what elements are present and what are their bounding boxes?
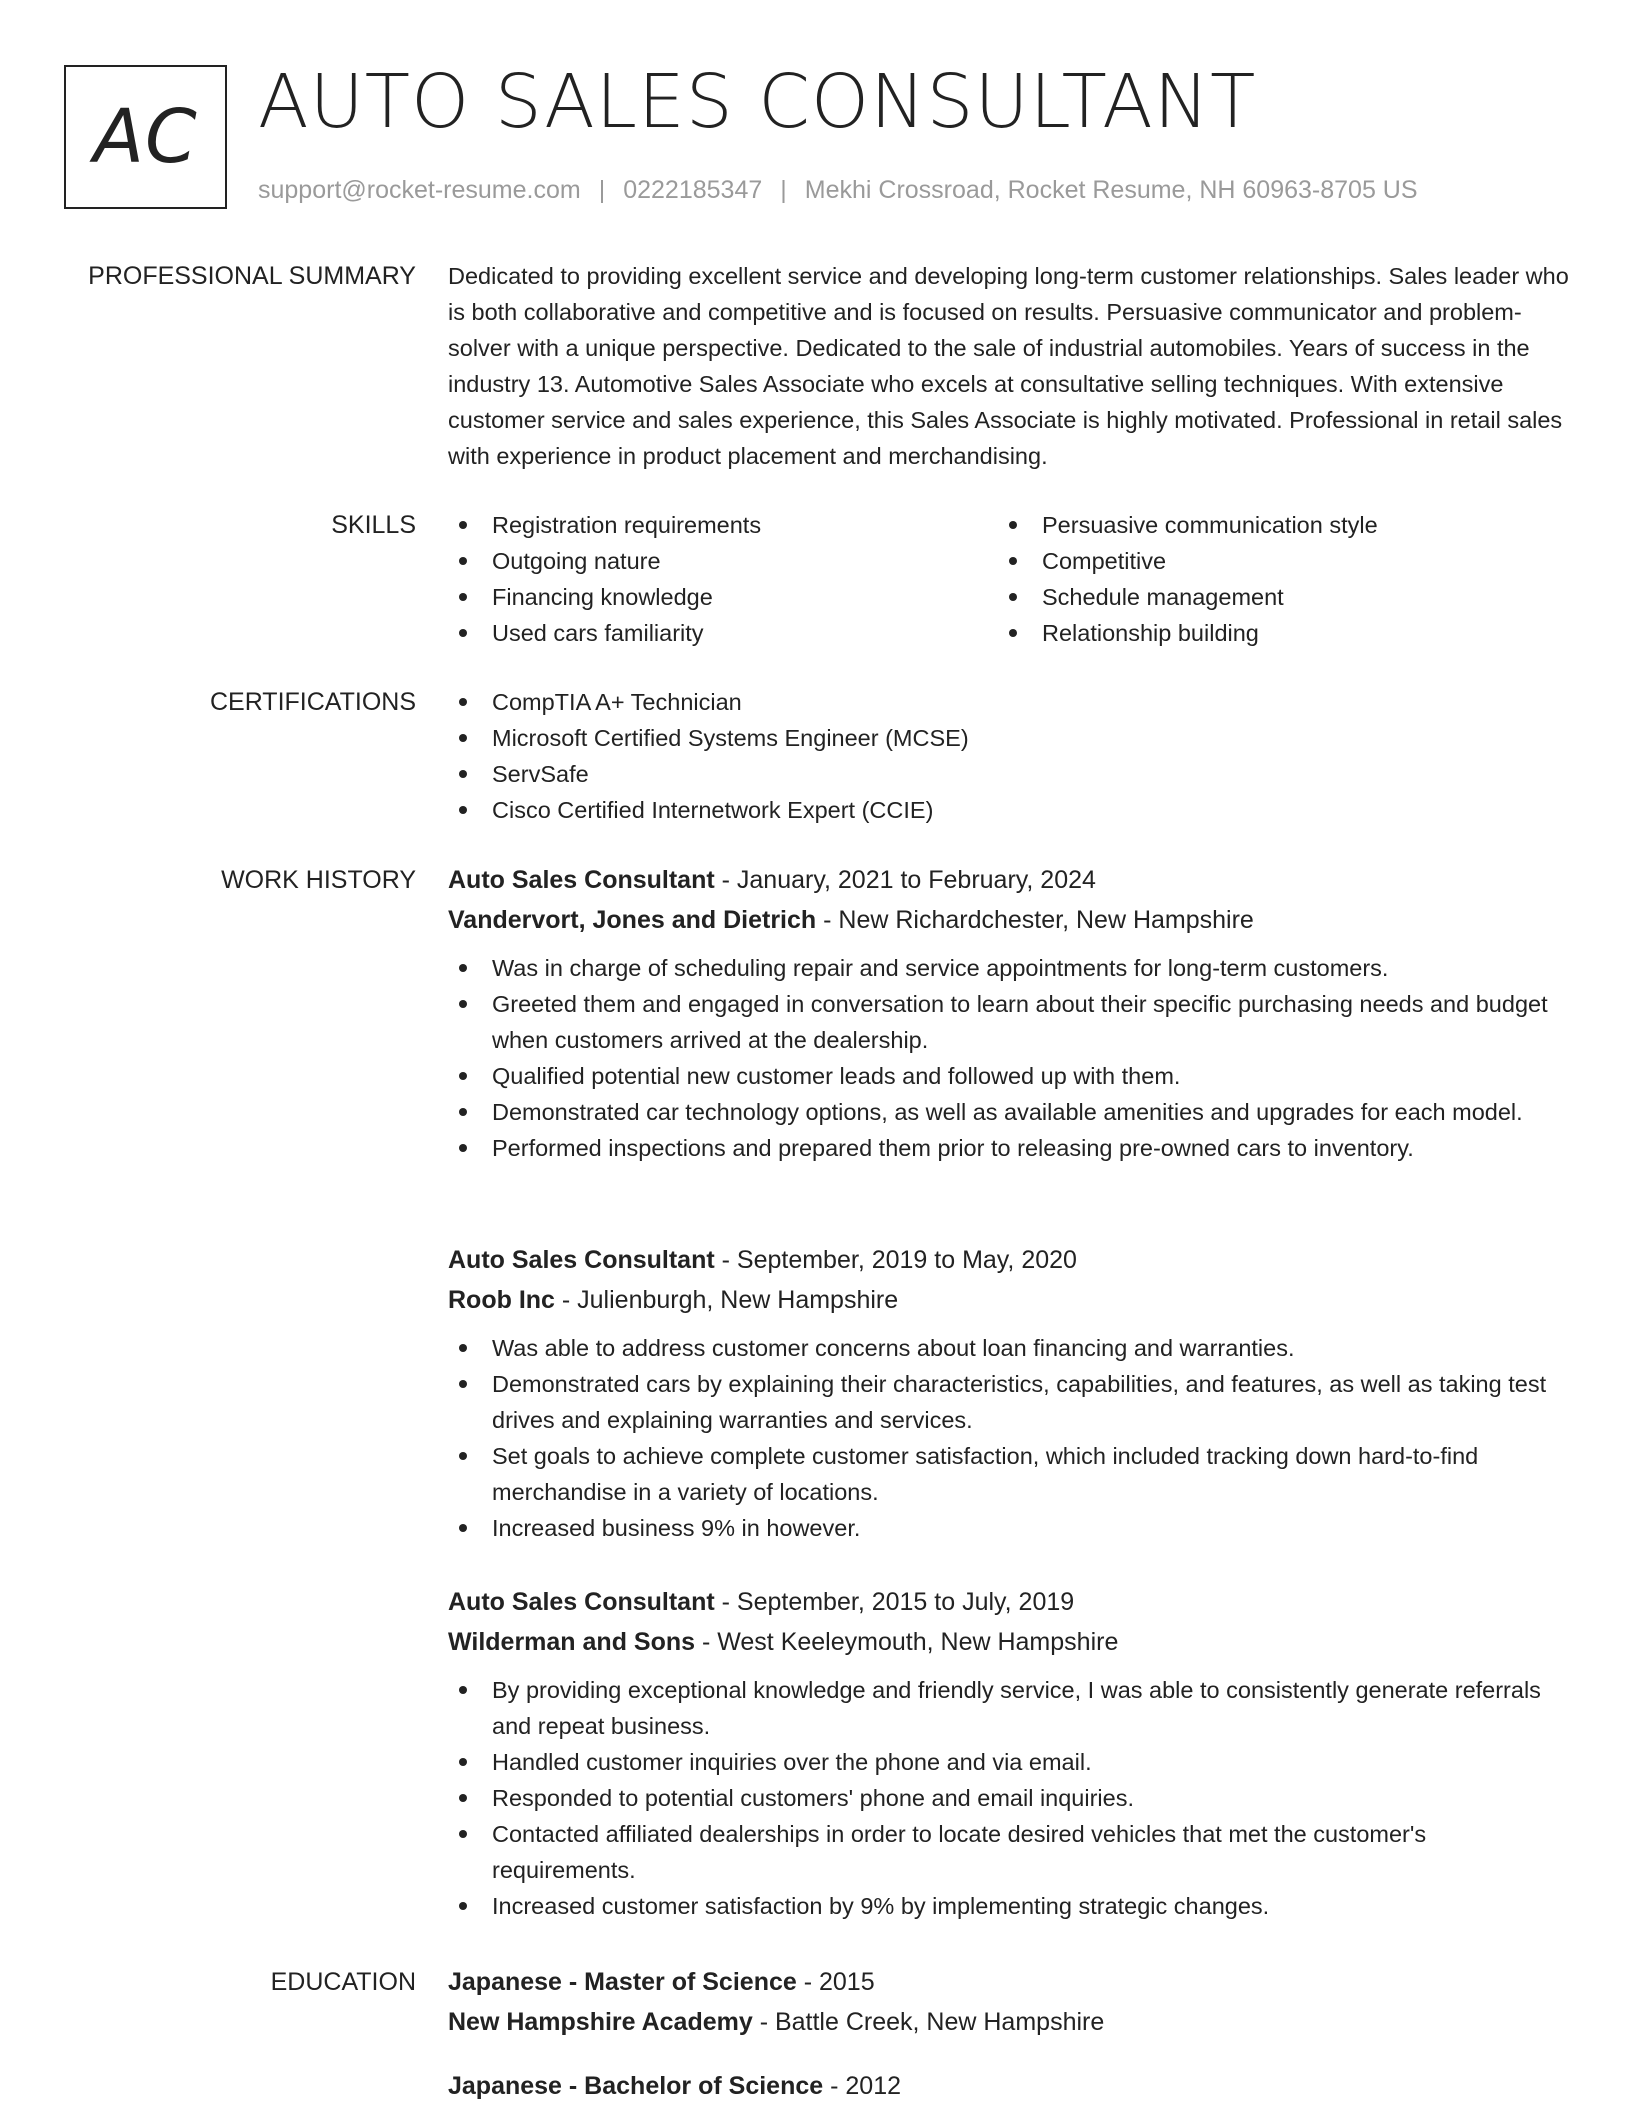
job-dates: - September, 2019 to May, 2020	[714, 1246, 1077, 1274]
contact-separator: |	[780, 176, 787, 204]
job-bullet: Set goals to achieve complete customer satisfaction, which included tracking down hard-to-find merchandise in a variety of locations.	[448, 1438, 1570, 1510]
job-bullet: Demonstrated car technology options, as well as available amenities and upgrades for each model.	[448, 1094, 1570, 1130]
skill-item: Used cars familiarity	[448, 615, 998, 651]
section-label-work-history: WORK HISTORY	[221, 866, 416, 894]
job-entry	[448, 860, 1570, 1166]
skill-item: Competitive	[998, 543, 1548, 579]
monogram-box	[64, 65, 227, 209]
skills-list-right	[998, 507, 1548, 651]
job-location: - West Keeleymouth, New Hampshire	[695, 1628, 1119, 1656]
resume-title: AUTO SALES CONSULTANT	[258, 59, 1257, 145]
contact-email: support@rocket-resume.com	[258, 176, 581, 204]
contact-address: Mekhi Crossroad, Rocket Resume, NH 60963-8705 US	[804, 176, 1418, 204]
job-bullet: By providing exceptional knowledge and friendly service, I was able to consistently generate referrals and repeat business.	[448, 1672, 1570, 1744]
education-degree: Japanese - Master of Science	[448, 1968, 797, 1996]
job-company: Wilderman and Sons	[448, 1628, 696, 1656]
education-degree-line	[448, 1962, 1570, 2002]
section-label-education: EDUCATION	[270, 1968, 416, 1996]
job-title: Auto Sales Consultant	[448, 866, 715, 894]
certification-item: Cisco Certified Internetwork Expert (CCIE)	[448, 792, 1570, 828]
education-entry	[448, 2066, 1570, 2106]
education-entry	[448, 1962, 1570, 2052]
job-location: - Julienburgh, New Hampshire	[554, 1286, 899, 1314]
section-label-summary: PROFESSIONAL SUMMARY	[88, 262, 416, 290]
section-label-skills: SKILLS	[331, 511, 416, 539]
job-bullet: Greeted them and engaged in conversation to learn about their specific purchasing needs and budget when customers arrived at the dealership.	[448, 986, 1570, 1058]
job-title-line	[448, 860, 1570, 900]
skill-item: Registration requirements	[448, 507, 998, 543]
education-degree: Japanese - Bachelor of Science	[448, 2072, 824, 2100]
education-degree-line	[448, 2066, 1570, 2106]
job-bullet: Performed inspections and prepared them prior to releasing pre-owned cars to inventory.	[448, 1130, 1570, 1166]
certification-item: CompTIA A+ Technician	[448, 684, 1570, 720]
certification-item: ServSafe	[448, 756, 1570, 792]
job-title-line	[448, 1582, 1570, 1622]
skills-list-left	[448, 507, 998, 651]
contact-line	[258, 172, 1418, 208]
job-title: Auto Sales Consultant	[448, 1588, 715, 1616]
skill-item: Persuasive communication style	[998, 507, 1548, 543]
skills-grid	[448, 507, 1570, 651]
skill-item: Financing knowledge	[448, 579, 998, 615]
job-bullet: Responded to potential customers' phone and email inquiries.	[448, 1780, 1570, 1816]
skill-item: Schedule management	[998, 579, 1548, 615]
job-bullet: Demonstrated cars by explaining their characteristics, capabilities, and features, as well as taking test drives and explaining warranties and services.	[448, 1366, 1570, 1438]
education-year: - 2012	[823, 2072, 902, 2100]
contact-phone: 0222185347	[623, 176, 763, 204]
job-bullets	[448, 1672, 1570, 1924]
job-company: Roob Inc	[448, 1286, 555, 1314]
job-bullets	[448, 950, 1570, 1166]
skill-item: Relationship building	[998, 615, 1548, 651]
section-label-certifications: CERTIFICATIONS	[209, 688, 416, 716]
job-bullet: Handled customer inquiries over the phone and via email.	[448, 1744, 1570, 1780]
education-location: - Battle Creek, New Hampshire	[752, 2008, 1105, 2036]
job-bullets	[448, 1330, 1570, 1546]
education-year: - 2015	[796, 1968, 875, 1996]
contact-separator: |	[598, 176, 606, 204]
education-school: New Hampshire Academy	[448, 2008, 753, 2036]
job-company-line	[448, 1280, 1570, 1320]
job-dates: - September, 2015 to July, 2019	[714, 1588, 1075, 1616]
job-bullet: Was in charge of scheduling repair and service appointments for long-term customers.	[448, 950, 1570, 986]
summary-text: Dedicated to providing excellent service and developing long-term customer relationships. Sales leader who is both collaborative and competitive and is focused on results. Persuasive communicator and problem-solver with a unique perspective. Dedicated to the sale of industrial automobiles. Years of success in the industry 13. Automotive Sales Associate who excels at consultative selling techniques. With extensive customer service and sales experience, this Sales Associate is highly motivated. Professional in retail sales with experience in product placement and merchandising.	[448, 263, 1569, 469]
monogram-initials: AC	[93, 94, 198, 180]
job-location: - New Richardchester, New Hampshire	[816, 906, 1254, 934]
job-company-line	[448, 1622, 1570, 1662]
job-entry	[448, 1240, 1570, 1546]
job-title: Auto Sales Consultant	[448, 1246, 715, 1274]
job-bullet: Was able to address customer concerns about loan financing and warranties.	[448, 1330, 1570, 1366]
job-company-line	[448, 900, 1570, 940]
job-bullet: Increased business 9% in however.	[448, 1510, 1570, 1546]
education-school-line	[448, 2002, 1570, 2042]
certification-item: Microsoft Certified Systems Engineer (MCSE)	[448, 720, 1570, 756]
job-title-line	[448, 1240, 1570, 1280]
job-company: Vandervort, Jones and Dietrich	[448, 906, 817, 934]
job-bullet: Contacted affiliated dealerships in order to locate desired vehicles that met the customer's requirements.	[448, 1816, 1570, 1888]
certifications-list	[448, 684, 1570, 828]
skill-item: Outgoing nature	[448, 543, 998, 579]
job-entry	[448, 1582, 1570, 1924]
job-bullet: Increased customer satisfaction by 9% by implementing strategic changes.	[448, 1888, 1570, 1924]
job-dates: - January, 2021 to February, 2024	[714, 866, 1096, 894]
job-bullet: Qualified potential new customer leads and followed up with them.	[448, 1058, 1570, 1094]
